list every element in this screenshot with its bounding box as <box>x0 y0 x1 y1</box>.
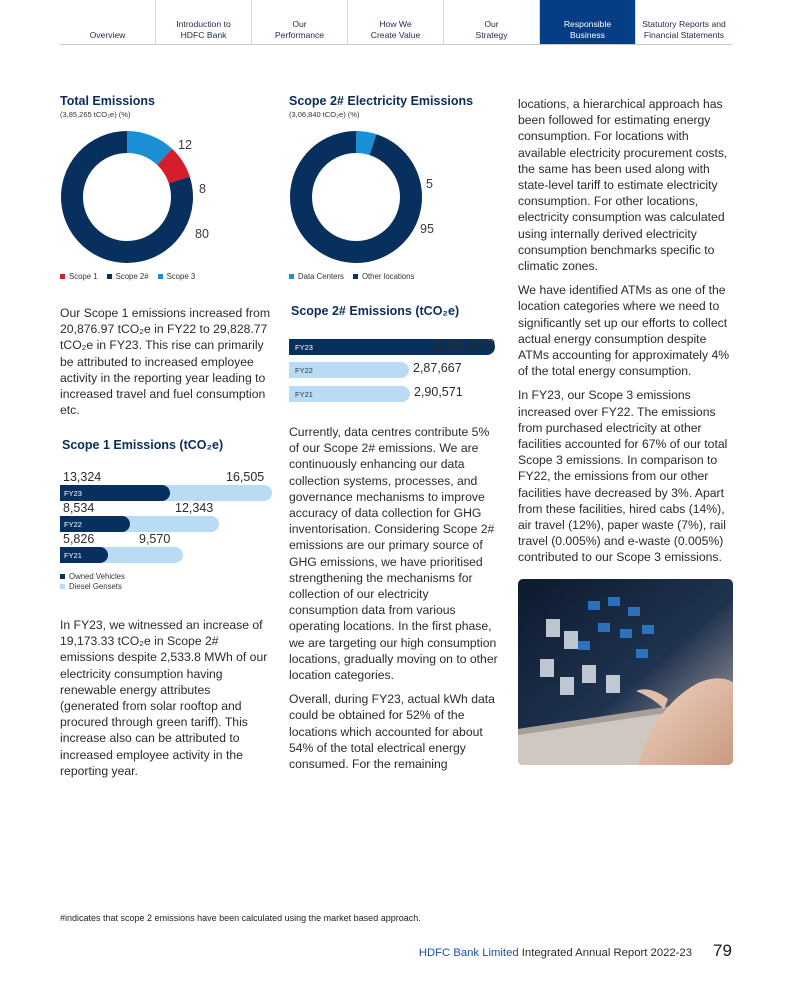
legend-scope1 <box>60 272 98 281</box>
bar-value-label: 3,06,840 <box>433 337 496 354</box>
legend-swatch <box>60 584 65 589</box>
bar-category-label: FY21 <box>64 551 82 560</box>
donut2-label-datacenters: 5 <box>426 177 433 191</box>
legend-owned-vehicles <box>60 572 125 581</box>
data-centres-paragraph: Currently, data centres contribute 5% of our Scope 2# emissions. We are continuously enhancing our data collection systems, processes, and governance mechanisms to improve accuracy of data collection for GHG inventorisation. Considering Scope 2# emissions are our primary source of GHG emissions, we have prioritised strengthening the mechanisms for collection of our electricity consumption data from various operating locations. In the first phase, we are targeting our high consumption locations, gradually moving on to other location categories. <box>289 425 498 683</box>
top-navigation <box>60 0 732 44</box>
legend-label: Scope 1 <box>69 272 98 281</box>
page-number: 79 <box>713 941 732 960</box>
donut-slice-data-centers <box>356 142 373 145</box>
tab-create-value[interactable] <box>348 0 444 44</box>
legend-swatch <box>158 274 163 279</box>
bar-value-label: 2,90,571 <box>414 385 463 399</box>
footer-report-name: Integrated Annual Report 2022-23 <box>521 947 692 959</box>
legend-label: Data Centers <box>298 272 344 281</box>
legend-scope3 <box>158 272 196 281</box>
bar-category-label: FY22 <box>64 520 82 529</box>
donut2-label-other: 95 <box>420 222 434 236</box>
tab-overview[interactable] <box>60 0 156 44</box>
nav-divider <box>60 44 732 45</box>
bar-value-label: 2,87,667 <box>413 361 462 375</box>
footer-report-title <box>419 947 692 959</box>
tab-line1: Our <box>484 19 499 29</box>
tab-performance[interactable] <box>252 0 348 44</box>
legend-label: Diesel Gensets <box>69 582 122 591</box>
donut-slice-scope-1 <box>165 157 180 180</box>
tab-line1: Responsible <box>563 19 612 29</box>
bar-value-diesel: 16,505 <box>226 470 265 484</box>
donut-slice-other-locations <box>301 142 411 252</box>
tab-line2: HDFC Bank <box>180 30 227 40</box>
total-emissions-subtitle: (3,85,265 tCO₂e) (%) <box>60 110 131 119</box>
tab-strategy[interactable] <box>444 0 540 44</box>
legend-scope2 <box>107 272 149 281</box>
kwh-data-paragraph: Overall, during FY23, actual kWh data could be obtained for 52% of the locations which accounted for about 54% of the total electrical energy consumed. For the remaining <box>289 692 495 772</box>
tab-line1: Statutory Reports and <box>642 19 726 29</box>
scope3-paragraph: In FY23, our Scope 3 emissions increased over FY22. The emissions from purchased electricity at other facilities accounted for 67% of our total Scope 3 emissions. In comparison to FY22, the emissions from our other facilities have decreased by 3%. Apart from these facilities, hired cabs (14%), air travel (12%), paper waste (7%), rail travel (0.005%) and e-waste (0.005%) contributed to our Scope 3 emissions. <box>518 388 728 565</box>
scope2-electricity-legend <box>289 272 414 281</box>
donut1-label-scope3: 80 <box>195 227 209 241</box>
scope2-electricity-subtitle: (3,06,840 tCO₂e) (%) <box>289 110 360 119</box>
bar-value-owned: 5,826 <box>63 532 95 546</box>
tab-introduction[interactable] <box>156 0 252 44</box>
legend-swatch <box>353 274 358 279</box>
legend-label: Owned Vehicles <box>69 572 125 581</box>
legend-diesel-gensets <box>60 582 122 591</box>
scope2-increase-paragraph: In FY23, we witnessed an increase of 19,173.33 tCO₂e in Scope 2# emissions despite 2,533.8 MWh of our electricity consumption having renewable energy attributes (generated from solar rooftop and procured through green tariff). This increase also can be attributed to increased employee activity in the reporting year. <box>60 618 268 778</box>
legend-other-locations <box>353 272 414 281</box>
tab-line1: How We <box>379 19 412 29</box>
bar-value-owned: 13,324 <box>63 470 102 484</box>
footnote: #indicates that scope 2 emissions have been calculated using the market based approach. <box>60 913 421 923</box>
scope1-emissions-title: Scope 1 Emissions (tCO₂e) <box>62 438 224 452</box>
scope2-electricity-title: Scope 2# Electricity Emissions <box>289 94 474 108</box>
tab-line2: Create Value <box>370 30 421 40</box>
tab-line1: Our <box>292 19 307 29</box>
scope1-legend <box>60 572 125 591</box>
scope2-emissions-title: Scope 2# Emissions (tCO₂e) <box>291 304 460 318</box>
tab-line1: Introduction to <box>176 19 231 29</box>
total-emissions-title: Total Emissions <box>60 94 155 108</box>
legend-swatch <box>60 274 65 279</box>
bar-category-label: FY23 <box>295 343 313 352</box>
donut1-label-scope2: 12 <box>178 138 192 152</box>
middle-column-text <box>289 424 501 780</box>
legend-swatch <box>60 574 65 579</box>
bar-value-owned: 8,534 <box>63 501 95 515</box>
legend-swatch <box>289 274 294 279</box>
bar-value-diesel: 9,570 <box>139 532 171 546</box>
tab-line2: Financial Statements <box>643 30 725 40</box>
scope2-electricity-donut <box>289 130 423 264</box>
scope1-paragraph: Our Scope 1 emissions increased from 20,876.97 tCO₂e in FY22 to 29,828.77 tCO₂e in FY23. This rise can primarily be attributed to increased employee activity in the reporting year leading to increased travel and fuel consumption etc. <box>60 306 270 418</box>
tab-line2: Strategy <box>475 30 508 40</box>
donut-slice-scope-2- <box>127 142 165 157</box>
tab-line2: Performance <box>274 30 325 40</box>
bar-category-label: FY23 <box>64 489 82 498</box>
laptop-photo <box>518 579 733 765</box>
legend-label: Scope 3 <box>166 272 196 281</box>
bar-category-label: FY22 <box>295 366 313 375</box>
legend-label: Other locations <box>361 272 415 281</box>
footer-bank-name: HDFC Bank Limited <box>418 947 519 959</box>
tab-statutory-reports[interactable] <box>636 0 732 44</box>
bar-value-diesel: 12,343 <box>175 501 214 515</box>
hierarchical-approach-paragraph: locations, a hierarchical approach has been followed for estimating energy consumption. For locations with available electricity procurement costs, the same has been used along with state-level tariff to estimate electricity consumption. For other locations, electricity consumption was calculated using internally derived electricity consumption benchmarks specific to climatic zones. <box>518 97 728 274</box>
tab-line2: Business <box>570 30 605 40</box>
legend-label: Scope 2# <box>115 272 149 281</box>
atm-paragraph: We have identified ATMs as one of the location categories where we need to significantly set up our efforts to collect actual energy consumption despite ATMs accounting for approximately 4% of the total energy consumption. <box>518 283 730 379</box>
bar-category-label: FY21 <box>295 390 313 399</box>
right-column-text <box>518 96 733 574</box>
total-emissions-donut <box>60 130 194 264</box>
legend-swatch <box>107 274 112 279</box>
tab-line2: Overview <box>89 30 126 40</box>
tab-responsible-business[interactable] <box>540 0 636 44</box>
total-emissions-legend <box>60 272 195 281</box>
laptop-hand-illustration <box>518 579 733 765</box>
legend-datacenters <box>289 272 344 281</box>
donut1-label-scope1: 8 <box>199 182 206 196</box>
